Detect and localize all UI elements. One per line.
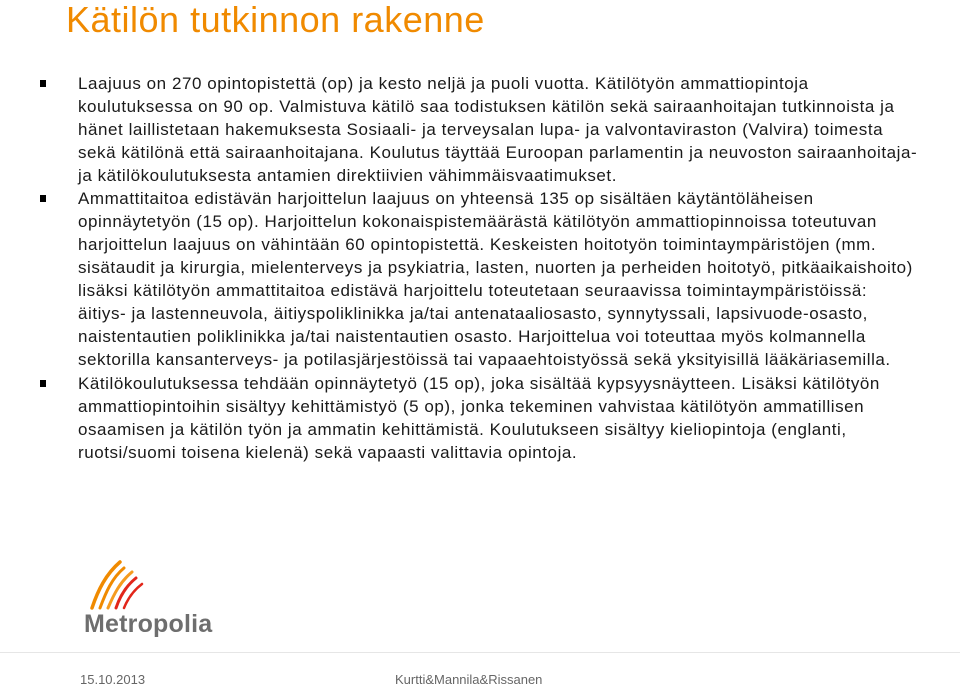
bullet-text: Laajuus on 270 opintopistettä (op) ja kesto neljä ja puoli vuotta. Kätilötyön ammattiopintoja koulutuksessa on 90 op. Valmistuva kätilö saa todistuksen kätilön sekä sairaanhoitajan tutkinnoista ja hänet laillistetaan hakemuksesta Sosiaali- ja terveysalan lupa- ja valvontaviraston (Valvira) toimesta sekä kätilönä että sairaanhoitajana. Koulutus täyttää Euroopan parlamentin ja neuvoston sairaanhoitaja- ja kätilökoulutuksesta antamien direktiivien vähimmäisvaatimukset. xyxy=(78,74,918,185)
metropolia-logo-swoosh-icon xyxy=(84,560,164,612)
bullet-item xyxy=(40,187,920,371)
footer-authors: Kurtti&Mannila&Rissanen xyxy=(395,672,543,687)
bullet-item xyxy=(40,72,920,187)
logo-text: Metropolia xyxy=(84,610,213,638)
bullet-text: Kätilökoulutuksessa tehdään opinnäytetyö (15 op), joka sisältää kypsyysnäytteen. Lisäksi kätilötyön ammattiopintoihin sisältyy kehittämistyö (5 op), jonka tekeminen vahvistaa kätilötyön ammatillisen osaamisen ja kätilön työn ja ammatin kehittämistä. Koulutukseen sisältyy kieliopintoja (englanti, ruotsi/suomi toisena kielenä) sekä vapaasti valittavia opintoja. xyxy=(78,374,880,462)
bullet-text: Ammattitaitoa edistävän harjoittelun laajuus on yhteensä 135 op sisältäen käytäntöläheisen opinnäytetyön (15 op). Harjoittelun kokonaispistemäärästä kätilötyön ammattiopinnoissa toteutuvan harjoittelun laajuus on vähintään 60 opintopistettä. Keskeisten hoitotyön toimintaympäristöjen (mm. sisätaudit ja kirurgia, mielenterveys ja psykiatria, lasten, nuorten ja perheiden hoitotyö, pitkäaikaishoito) lisäksi kätilötyön ammattitaitoa edistävä harjoittelu toteutetaan seuraavissa toimintaympäristöissä: äitiys- ja lastenneuvola, äitiyspoliklinikka ja/tai antenataaliosasto, synnytyssali, lapsivuode-osasto, naistentautien poliklinikka ja/tai naistentautien osasto. Harjoittelua voi toteuttaa myös kolmannella sektorilla kansanterveys- ja potilasjärjestöissä tai vapaaehtoistyössä sekä yksityisillä lääkäriasemilla. xyxy=(78,189,913,369)
square-bullet-icon xyxy=(40,380,46,387)
square-bullet-icon xyxy=(40,195,46,202)
bullet-list xyxy=(40,72,920,464)
slide-title: Kätilön tutkinnon rakenne xyxy=(66,0,485,40)
bullet-item xyxy=(40,372,920,464)
square-bullet-icon xyxy=(40,80,46,87)
footer-divider xyxy=(0,652,960,653)
footer-date: 15.10.2013 xyxy=(80,672,146,687)
metropolia-logo xyxy=(84,560,264,642)
